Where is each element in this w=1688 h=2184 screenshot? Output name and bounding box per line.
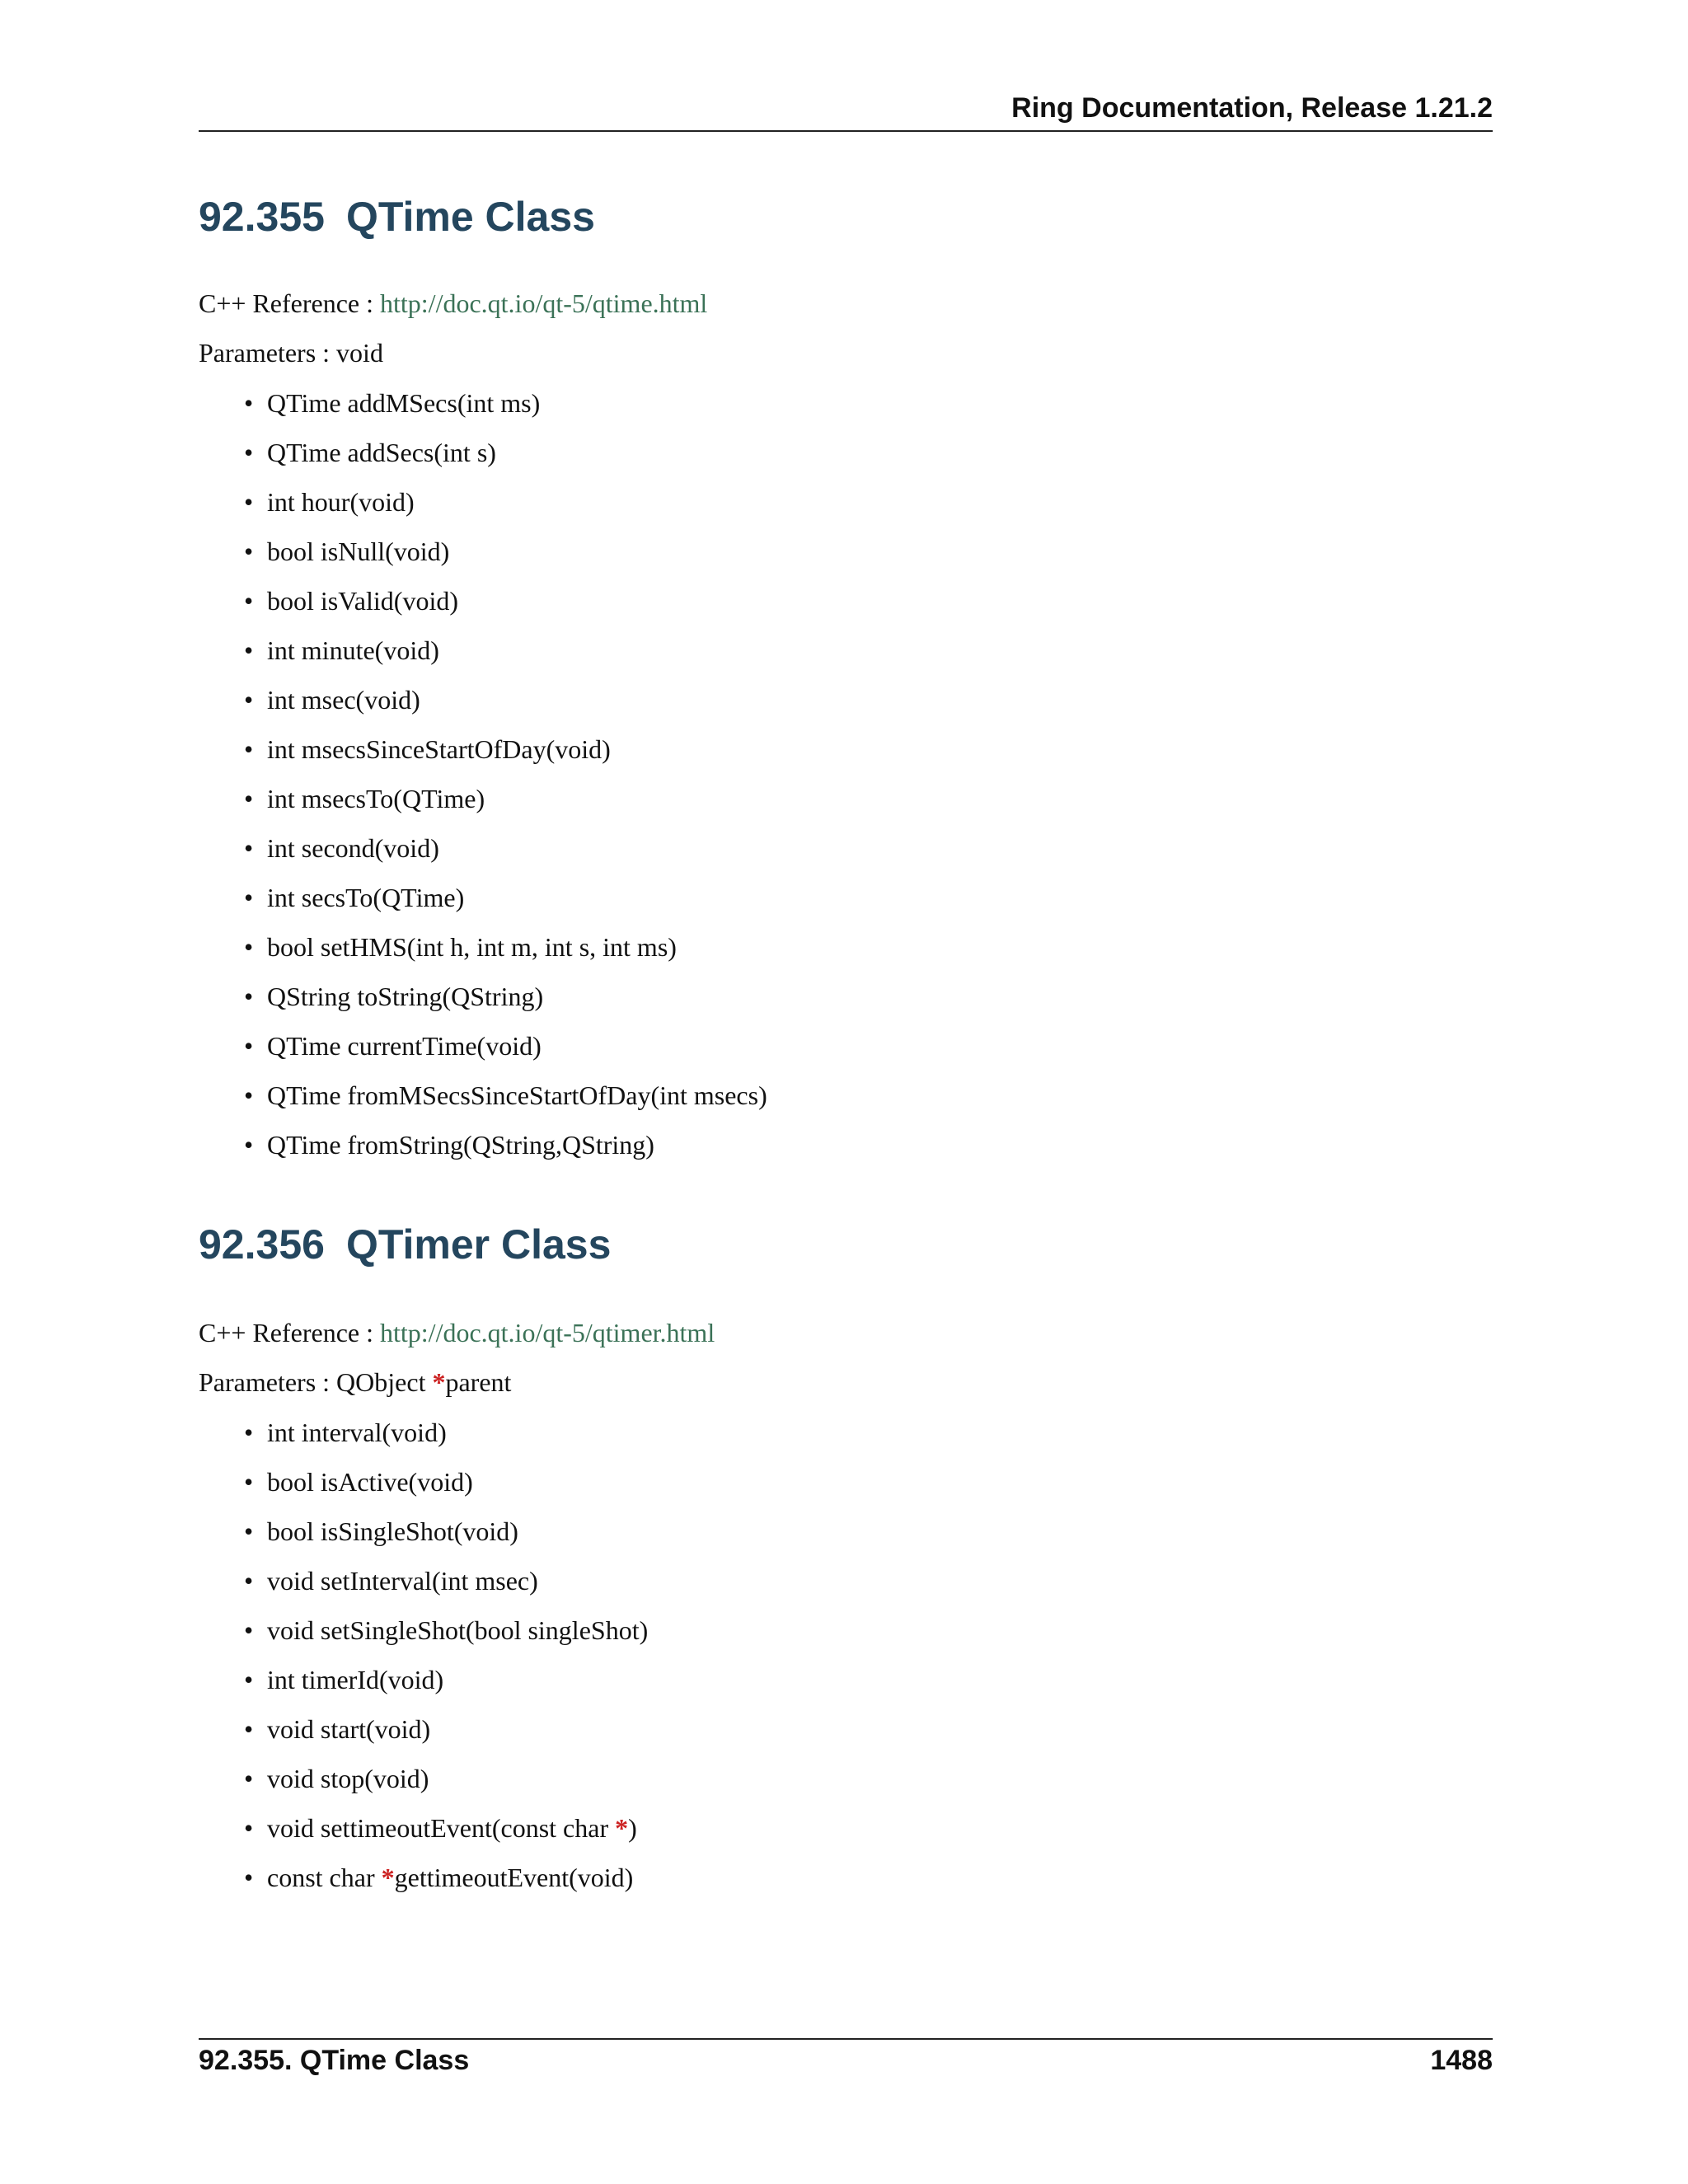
- method-signature: int hour(void): [267, 487, 415, 517]
- bullet-icon: •: [244, 438, 254, 467]
- bullet-icon: •: [244, 537, 254, 566]
- bullet-icon: •: [244, 932, 254, 962]
- running-header: Ring Documentation, Release 1.21.2: [1011, 92, 1493, 124]
- bullet-icon: •: [244, 1080, 254, 1110]
- method-signature: int timerId(void): [267, 1665, 444, 1694]
- method-signature: bool isSingleShot(void): [267, 1516, 518, 1546]
- pointer-asterisk: *: [615, 1813, 629, 1843]
- cpp-reference-line: [199, 1317, 715, 1348]
- footer-section-label: 92.355. QTime Class: [199, 2045, 470, 2076]
- section-heading: [199, 1220, 1493, 1269]
- parameters-value: QObject *parent: [336, 1367, 512, 1397]
- section-number: 92.355: [199, 194, 325, 240]
- section-qtime: [199, 192, 1493, 241]
- cpp-reference-link[interactable]: http://doc.qt.io/qt-5/qtimer.html: [380, 1318, 715, 1347]
- section-title-text: QTime Class: [345, 194, 595, 240]
- method-signature: int secsTo(QTime): [267, 883, 465, 912]
- parameters-line: [199, 337, 383, 368]
- bullet-icon: •: [244, 1418, 254, 1447]
- parameters-label: Parameters :: [199, 338, 331, 368]
- method-signature: void start(void): [267, 1714, 431, 1744]
- footer-rule: [199, 2038, 1493, 2040]
- parameters-value: void: [336, 338, 383, 368]
- method-signature: QTime addSecs(int s): [267, 438, 496, 467]
- footer-page-number: 1488: [1430, 2045, 1493, 2076]
- bullet-icon: •: [244, 487, 254, 517]
- cpp-reference-label: C++ Reference :: [199, 1318, 373, 1347]
- method-signature: int msecsSinceStartOfDay(void): [267, 734, 611, 764]
- cpp-reference-line: [199, 288, 707, 319]
- bullet-icon: •: [244, 1714, 254, 1744]
- method-signature: bool setHMS(int h, int m, int s, int ms): [267, 932, 677, 962]
- method-signature: void setSingleShot(bool singleShot): [267, 1615, 649, 1645]
- bullet-icon: •: [244, 1863, 254, 1892]
- bullet-icon: •: [244, 1031, 254, 1061]
- bullet-icon: •: [244, 734, 254, 764]
- header-rule: [199, 130, 1493, 132]
- section-title-text: QTimer Class: [345, 1221, 612, 1268]
- section-number: 92.356: [199, 1221, 325, 1268]
- cpp-reference-label: C++ Reference :: [199, 288, 373, 318]
- bullet-icon: •: [244, 685, 254, 715]
- bullet-icon: •: [244, 784, 254, 813]
- method-signature: bool isActive(void): [267, 1467, 473, 1497]
- bullet-icon: •: [244, 1813, 254, 1843]
- method-signature: QTime currentTime(void): [267, 1031, 542, 1061]
- pointer-asterisk: *: [381, 1863, 395, 1892]
- bullet-icon: •: [244, 586, 254, 616]
- cpp-reference-link[interactable]: http://doc.qt.io/qt-5/qtime.html: [380, 288, 708, 318]
- bullet-icon: •: [244, 1615, 254, 1645]
- bullet-icon: •: [244, 1764, 254, 1793]
- pointer-asterisk: *: [432, 1367, 446, 1397]
- method-signature: QTime fromMSecsSinceStartOfDay(int msecs): [267, 1080, 767, 1110]
- method-signature: void settimeoutEvent(const char *): [267, 1813, 637, 1843]
- section-heading: [199, 192, 1493, 241]
- method-signature: void setInterval(int msec): [267, 1566, 538, 1596]
- bullet-icon: •: [244, 1566, 254, 1596]
- parameters-line: [199, 1366, 511, 1398]
- document-page: [199, 0, 1493, 2184]
- bullet-icon: •: [244, 1467, 254, 1497]
- bullet-icon: •: [244, 883, 254, 912]
- bullet-icon: •: [244, 1130, 254, 1160]
- bullet-icon: •: [244, 1516, 254, 1546]
- method-signature: bool isNull(void): [267, 537, 450, 566]
- parameters-label: Parameters :: [199, 1367, 331, 1397]
- bullet-icon: •: [244, 635, 254, 665]
- method-signature: int second(void): [267, 833, 439, 863]
- method-signature: int interval(void): [267, 1418, 447, 1447]
- method-signature: QString toString(QString): [267, 982, 544, 1011]
- method-signature: int minute(void): [267, 635, 439, 665]
- bullet-icon: •: [244, 982, 254, 1011]
- method-signature: const char *gettimeoutEvent(void): [267, 1863, 634, 1892]
- method-signature: int msec(void): [267, 685, 420, 715]
- method-signature: int msecsTo(QTime): [267, 784, 485, 813]
- method-signature: QTime fromString(QString,QString): [267, 1130, 654, 1160]
- bullet-icon: •: [244, 1665, 254, 1694]
- bullet-icon: •: [244, 388, 254, 418]
- method-signature: bool isValid(void): [267, 586, 458, 616]
- method-signature: void stop(void): [267, 1764, 429, 1793]
- bullet-icon: •: [244, 833, 254, 863]
- method-signature: QTime addMSecs(int ms): [267, 388, 541, 418]
- section-qtimer: [199, 1220, 1493, 1269]
